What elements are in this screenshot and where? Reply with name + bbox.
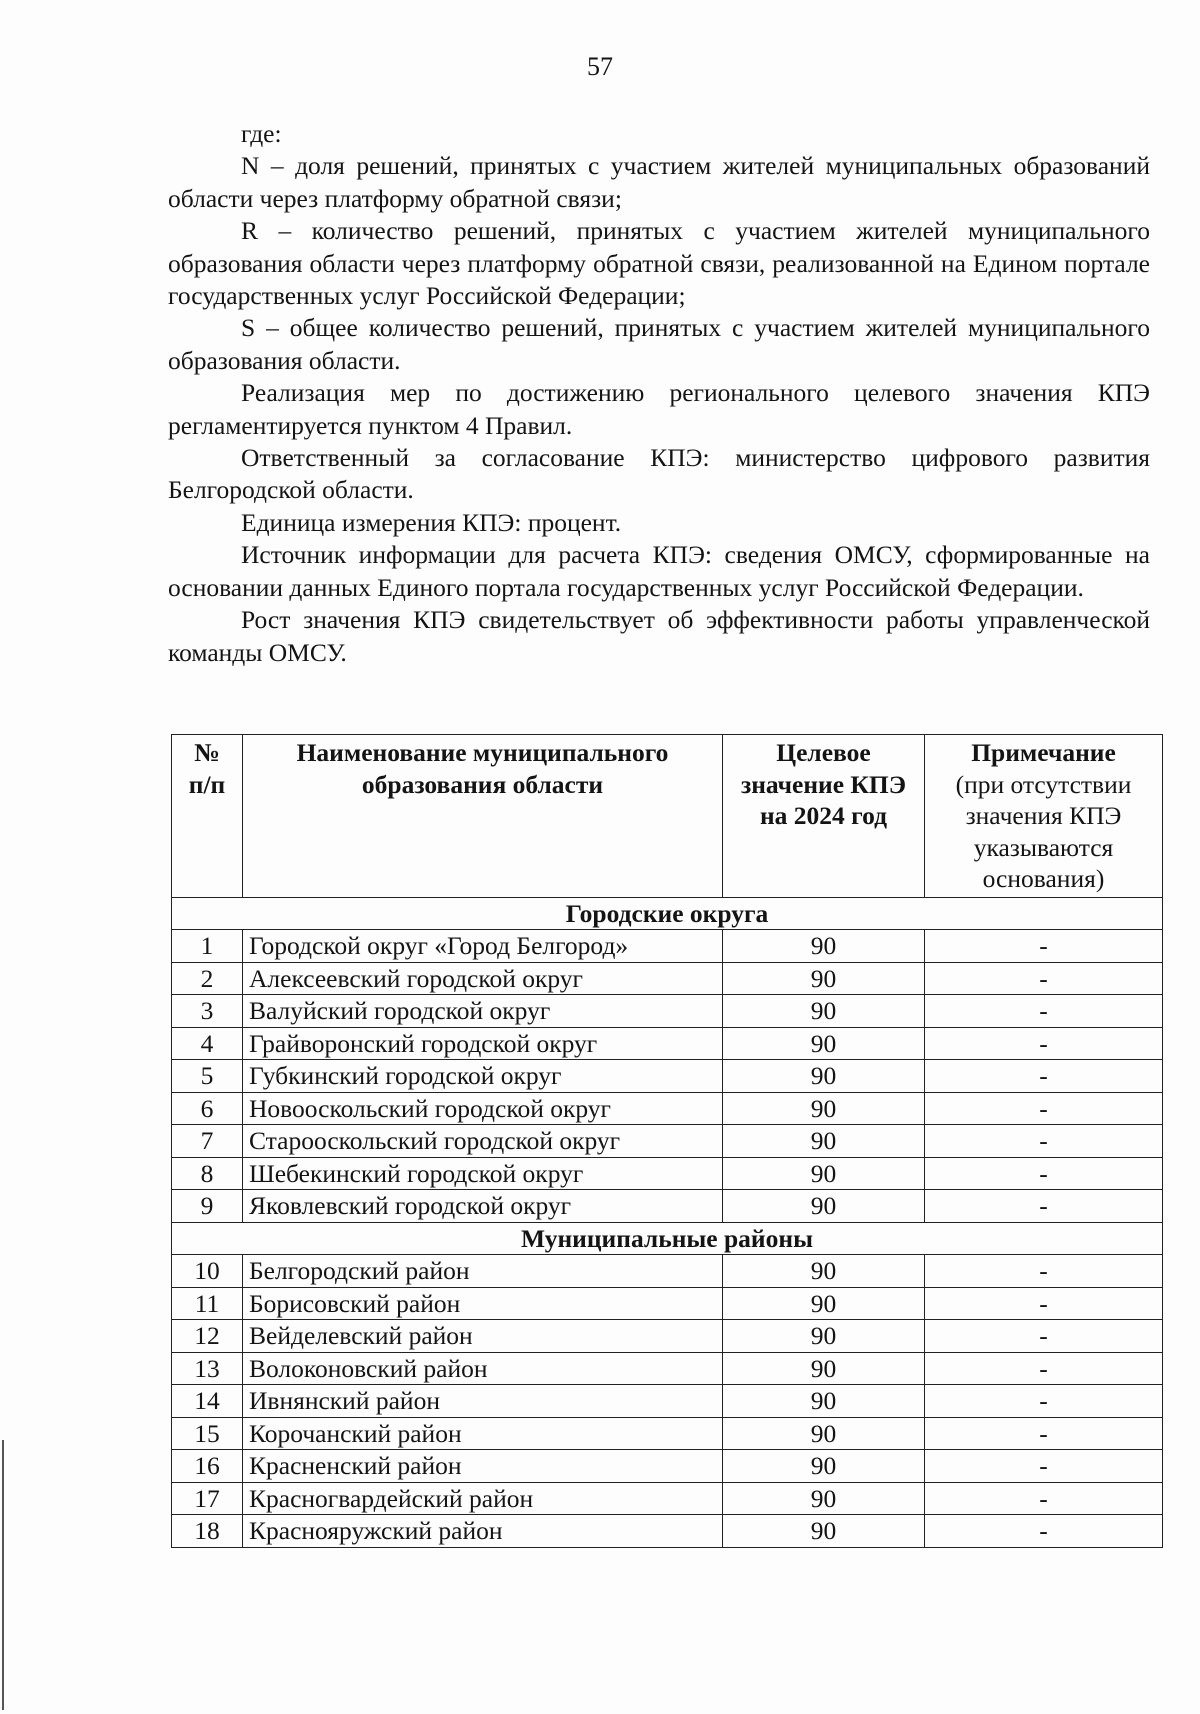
row-target-value: 90 [723,1125,925,1158]
row-number: 12 [172,1320,243,1353]
row-name: Новооскольский городской округ [243,1092,723,1125]
table-row [172,1385,1163,1418]
row-note: - [925,1027,1163,1060]
table-row [172,930,1163,963]
row-name: Старооскольский городской округ [243,1125,723,1158]
row-target-value: 90 [723,1157,925,1190]
row-number: 4 [172,1027,243,1060]
table-row [172,1352,1163,1385]
row-note: - [925,1157,1163,1190]
paragraph-growth: Рост значения КПЭ свидетельствует об эффективности работы управленческой команды ОМСУ. [168,605,1150,667]
body-text [168,118,1150,669]
table-row [172,962,1163,995]
table-row [172,1092,1163,1125]
row-note: - [925,1352,1163,1385]
row-target-value: 90 [723,1320,925,1353]
row-note: - [925,1092,1163,1125]
table-row [172,995,1163,1028]
paragraph-responsible: Ответственный за согласование КПЭ: министерство цифрового развития Белгородской области. [168,443,1150,505]
row-name: Краснояружский район [243,1515,723,1548]
table-row [172,1450,1163,1483]
table-row [172,1482,1163,1515]
header-name [243,735,723,898]
table-row [172,1515,1163,1548]
table-row [172,1417,1163,1450]
row-note: - [925,1190,1163,1223]
row-number: 15 [172,1417,243,1450]
row-number: 7 [172,1125,243,1158]
row-target-value: 90 [723,1190,925,1223]
row-name: Яковлевский городской округ [243,1190,723,1223]
row-note: - [925,1385,1163,1418]
header-value-text: Целевое значение КПЭ на 2024 год [740,738,907,830]
scan-margin-line [2,1440,4,1710]
paragraph-unit: Единица измерения КПЭ: процент. [241,507,622,537]
row-number: 13 [172,1352,243,1385]
row-note: - [925,1060,1163,1093]
row-note: - [925,1255,1163,1288]
row-number: 16 [172,1450,243,1483]
row-number: 6 [172,1092,243,1125]
row-target-value: 90 [723,1287,925,1320]
row-number: 9 [172,1190,243,1223]
section-title-districts: Муниципальные районы [172,1222,1163,1255]
paragraph-source: Источник информации для расчета КПЭ: сведения ОМСУ, сформированные на основании данных Единого портала государственных услуг Российской Федерации. [168,540,1150,602]
header-note [925,735,1163,898]
row-number: 2 [172,962,243,995]
row-target-value: 90 [723,930,925,963]
row-note: - [925,1482,1163,1515]
table-row [172,1125,1163,1158]
row-name: Алексеевский городской округ [243,962,723,995]
row-target-value: 90 [723,1255,925,1288]
row-name: Валуйский городской округ [243,995,723,1028]
row-name: Борисовский район [243,1287,723,1320]
section-row-urban [172,897,1163,930]
row-number: 11 [172,1287,243,1320]
row-number: 8 [172,1157,243,1190]
row-number: 18 [172,1515,243,1548]
row-target-value: 90 [723,995,925,1028]
row-target-value: 90 [723,1417,925,1450]
row-name: Городской округ «Город Белгород» [243,930,723,963]
row-number: 1 [172,930,243,963]
row-name: Волоконовский район [243,1352,723,1385]
header-note-title: Примечание [971,738,1116,767]
header-number-abbr: п/п [188,769,226,799]
row-note: - [925,1287,1163,1320]
section-row-districts [172,1222,1163,1255]
section-title-urban: Городские округа [172,897,1163,930]
paragraph-s-definition: S – общее количество решений, принятых с участием жителей муниципального образования области. [168,313,1150,375]
row-note: - [925,930,1163,963]
row-name: Ивнянский район [243,1385,723,1418]
row-target-value: 90 [723,1450,925,1483]
header-note-text: (при отсутствии значения КПЭ указываются основания) [955,769,1132,893]
table-row [172,1060,1163,1093]
row-note: - [925,1125,1163,1158]
row-name: Губкинский городской округ [243,1060,723,1093]
row-note: - [925,1417,1163,1450]
row-number: 17 [172,1482,243,1515]
paragraph-implementation: Реализация мер по достижению регионального целевого значения КПЭ регламентируется пунктом 4 Правил. [168,378,1150,440]
table-header-row [172,735,1163,898]
row-note: - [925,1515,1163,1548]
row-name: Корочанский район [243,1417,723,1450]
row-target-value: 90 [723,1515,925,1548]
page-number: 57 [587,52,613,81]
paragraph-r-definition: R – количество решений, принятых с участием жителей муниципального образования области через платформу обратной связи, реализованной на Едином портале государственных услуг Российской Федерации; [168,216,1150,311]
row-name: Шебекинский городской округ [243,1157,723,1190]
paragraph-where: где: [241,119,282,148]
row-number: 3 [172,995,243,1028]
row-target-value: 90 [723,1385,925,1418]
row-note: - [925,995,1163,1028]
table-row [172,1320,1163,1353]
header-value [723,735,925,898]
header-number [172,735,243,898]
row-name: Белгородский район [243,1255,723,1288]
header-number-symbol: № [194,738,220,767]
row-name: Красногвардейский район [243,1482,723,1515]
table-row [172,1190,1163,1223]
row-number: 10 [172,1255,243,1288]
row-target-value: 90 [723,1092,925,1125]
row-name: Вейделевский район [243,1320,723,1353]
table-row [172,1255,1163,1288]
row-number: 14 [172,1385,243,1418]
row-note: - [925,1450,1163,1483]
table-body [172,897,1163,1547]
row-target-value: 90 [723,1352,925,1385]
table-row [172,1027,1163,1060]
row-note: - [925,962,1163,995]
row-target-value: 90 [723,1027,925,1060]
row-note: - [925,1320,1163,1353]
table-row [172,1287,1163,1320]
row-number: 5 [172,1060,243,1093]
header-name-text: Наименование муниципального образования области [296,738,669,799]
row-target-value: 90 [723,1060,925,1093]
table-row [172,1157,1163,1190]
row-name: Грайворонский городской округ [243,1027,723,1060]
kpe-table [171,734,1163,1548]
row-target-value: 90 [723,1482,925,1515]
paragraph-n-definition: N – доля решений, принятых с участием жителей муниципальных образований области через платформу обратной связи; [168,151,1150,213]
row-target-value: 90 [723,962,925,995]
row-name: Красненский район [243,1450,723,1483]
